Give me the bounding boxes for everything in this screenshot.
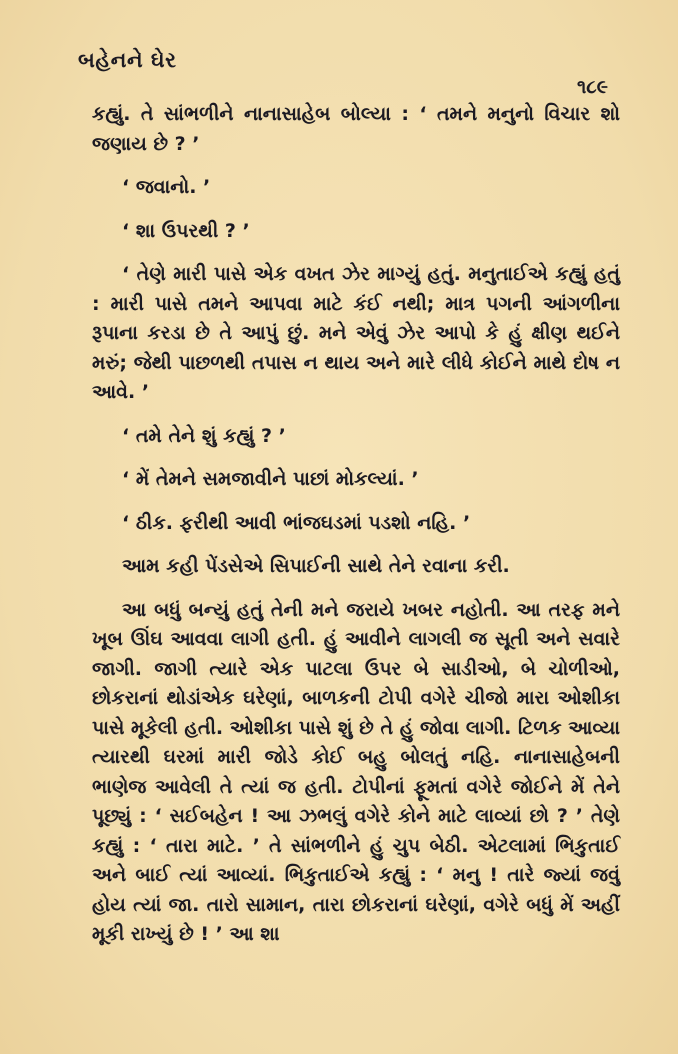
dialogue-line: ‘ મેં તેમને સમજાવીને પાછાં મોકલ્યાં. ’ — [122, 468, 419, 490]
paragraph-continuation: કહ્યું. તે સાંભળીને નાનાસાહેબ બોલ્યા : ‘ તમને મનુનો વિચાર શો જણાય છે ? ’ — [92, 103, 620, 155]
dialogue-line: ‘ જવાનો. ’ — [122, 176, 211, 198]
dialogue-line: ‘ શા ઉપરથી ? ’ — [122, 219, 250, 242]
paragraph: આમ કહી પેંડસેએ સિપાઈની સાથે તેને રવાના કરી. — [122, 555, 510, 577]
page-number: ૧૮૯ — [576, 76, 608, 98]
dialogue-line: ‘ તમે તેને શું કહ્યું ? ’ — [122, 424, 286, 447]
paragraph: ‘ તેણે મારી પાસે એક વખત ઝેર માગ્યું હતું. મનુતાઈએ કહ્યું હતું : મારી પાસે તમને આપવા માટે કંઈ નથી; માત્ર પગની આંગળીના રૂપાના કરડા છે તે આપું છું. મને એવું ઝેર આપો કે હું ક્ષીણ થઈને મરું; જેથી પાછળથી તપાસ ન થાય અને મારે લીધે કોઈને માથે દોષ ન આવે. ’ — [92, 263, 620, 403]
dialogue-line: ‘ ઠીક. ફરીથી આવી ભાંજઘડમાં પડશો નહિ. ’ — [122, 511, 471, 534]
paragraph: આ બધું બન્યું હતું તેની મને જરાયે ખબર નહોતી. આ તરફ મને ખૂબ ઊંઘ આવવા લાગી હતી. હું આવીને લાગલી જ સૂતી અને સવારે જાગી. જાગી ત્યારે એક પાટલા ઉપર બે સાડીઓ, બે ચોળીઓ, છોકરાનાં થોડાંએક ઘરેણાં, બાળકની ટોપી વગેરે ચીજો મારા ઓશીકા પાસે મૂકેલી હતી. ઓશીકા પાસે શું છે તે હું જોવા લાગી. ટિળક આવ્યા ત્યારથી ઘરમાં મારી જોડે કોઈ બહુ બોલતું નહિ. નાનાસાહેબની ભાણેજ આવેલી તે ત્યાં જ હતી. ટોપીનાં ફૂમતાં વગેરે જોઈને મેં તેને પૂછ્યું : ‘ સઈબહેન ! આ ઝભલું વગેરે કોને માટે લાવ્યાં છો ? ’ તેણે કહ્યું : ‘ તારા માટે. ’ તે સાંભળીને હું ચુપ બેઠી. એટલામાં ભિકુતાઈ અને બાઈ ત્યાં આવ્યાં. ભિકુતાઈએ કહ્યું : ‘ મનુ ! તારે જ્યાં જવું હોય ત્યાં જા. તારો સામાન, તારા છોકરાનાં ઘરેણાં, વગેરે બધું મેં અહીં મૂકી રાખ્યું છે ! ’ આ શા — [92, 598, 620, 945]
body-text — [92, 100, 620, 950]
running-title: બહેનને ઘેર — [78, 48, 177, 72]
